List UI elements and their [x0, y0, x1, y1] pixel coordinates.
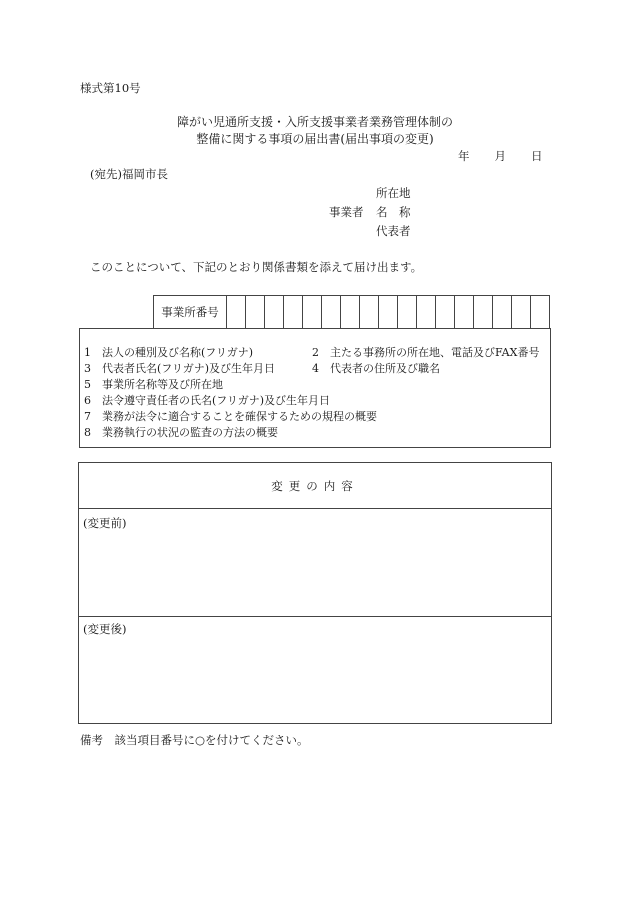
list-item[interactable]: 4 代表者の住所及び職名	[312, 362, 440, 375]
form-title-line-1: 障がい児通所支援・入所支援事業者業務管理体制の	[176, 115, 453, 129]
office-number-label: 事業所番号	[154, 296, 227, 329]
office-number-digit-box[interactable]	[474, 296, 493, 329]
office-number-digit-box[interactable]	[360, 296, 379, 329]
office-number-digit-box[interactable]	[303, 296, 322, 329]
office-number-digit-box[interactable]	[341, 296, 360, 329]
change-details-box	[78, 462, 552, 724]
change-before-label: (変更前)	[83, 516, 127, 530]
list-item[interactable]: 3 代表者氏名(フリガナ)及び生年月日	[84, 362, 276, 375]
business-address-label: 所在地	[376, 186, 411, 200]
remarks-note: 備考 該当項目番号に○を付けてください。	[80, 733, 309, 747]
intro-text: このことについて、下記のとおり関係書類を添えて届け出ます。	[90, 260, 423, 274]
office-number-digit-box[interactable]	[379, 296, 398, 329]
office-number-digit-box[interactable]	[246, 296, 265, 329]
date-month: 月	[494, 149, 506, 163]
office-number-digit-box[interactable]	[531, 296, 550, 329]
business-label: 事業者	[329, 205, 364, 219]
office-number-digit-box[interactable]	[417, 296, 436, 329]
office-number-digit-box[interactable]	[322, 296, 341, 329]
list-item[interactable]: 5 事業所名称等及び所在地	[84, 378, 223, 391]
date-year: 年	[458, 149, 470, 163]
date-day: 日	[531, 149, 543, 163]
change-header: 変更の内容	[79, 463, 551, 509]
office-number-digit-box[interactable]	[284, 296, 303, 329]
list-item[interactable]: 6 法令遵守責任者の氏名(フリガナ)及び生年月日	[84, 394, 331, 407]
form-title-line-2: 整備に関する事項の届出書(届出事項の変更)	[196, 132, 434, 146]
change-divider	[79, 616, 551, 617]
office-number-digit-box[interactable]	[455, 296, 474, 329]
office-number-digit-box[interactable]	[436, 296, 455, 329]
business-name-label: 名 称	[376, 205, 411, 219]
office-number-digit-box[interactable]	[265, 296, 284, 329]
office-number-digit-box[interactable]	[227, 296, 246, 329]
list-item[interactable]: 2 主たる事務所の所在地、電話及びFAX番号	[312, 346, 540, 359]
office-number-digit-box[interactable]	[493, 296, 512, 329]
office-number-digit-box[interactable]	[512, 296, 531, 329]
list-item[interactable]: 1 法人の種別及び名称(フリガナ)	[84, 346, 254, 359]
list-item[interactable]: 7 業務が法令に適合することを確保するための規程の概要	[84, 410, 377, 423]
change-after-label: (変更後)	[83, 622, 127, 636]
date-line	[458, 151, 543, 163]
office-number-table	[153, 295, 550, 329]
addressee: (宛先)福岡市長	[90, 167, 168, 181]
form-number: 様式第10号	[80, 81, 141, 95]
business-representative-label: 代表者	[376, 224, 411, 238]
notification-items-box	[79, 328, 551, 448]
list-item[interactable]: 8 業務執行の状況の監査の方法の概要	[84, 426, 278, 439]
office-number-digit-box[interactable]	[398, 296, 417, 329]
